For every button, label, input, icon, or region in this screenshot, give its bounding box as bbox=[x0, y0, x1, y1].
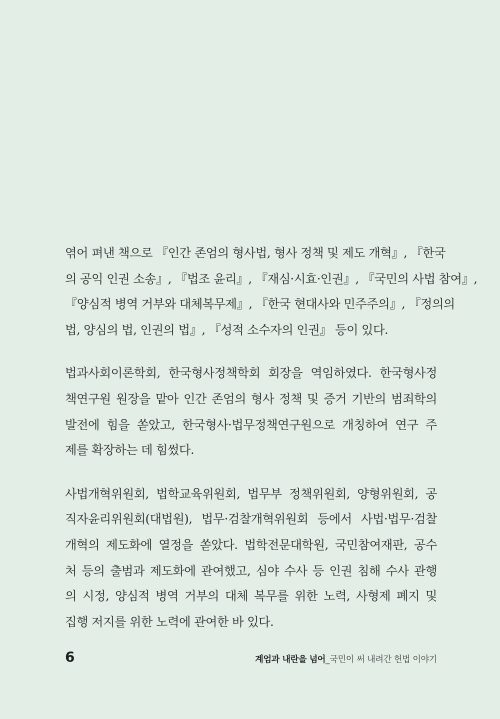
text-line: 집행 저지를 위한 노력에 관여한 바 있다. bbox=[65, 614, 274, 629]
book-title: 계엄과 내란을 넘어 bbox=[255, 655, 326, 665]
body-text bbox=[65, 241, 478, 653]
text-line: 처 등의 출범과 제도화에 관여했고, 심야 수사 등 인권 침해 수사 관행 bbox=[65, 563, 437, 578]
paragraph-committees bbox=[65, 482, 437, 636]
running-title bbox=[255, 653, 437, 665]
text-line: 엮어 펴낸 책으로 『인간 존엄의 형사법, 형사 정책 및 제도 개혁』, 『한국 bbox=[65, 246, 446, 260]
text-line: 『양심적 병역 거부와 대체복무제』, 『한국 현대사와 민주주의』, 『정의의 bbox=[65, 297, 455, 312]
text-line: 제를 확장하는 데 힘썼다. bbox=[65, 443, 195, 458]
text-line: 법, 양심의 법, 인권의 법』, 『성적 소수자의 인권』 등이 있다. bbox=[65, 322, 389, 337]
book-subtitle: _국민이 써 내려간 헌법 이야기 bbox=[325, 655, 437, 665]
text-line: 직자윤리위원회(대법원), 법무·검찰개혁위원회 등에서 사법·법무·검찰 bbox=[65, 512, 437, 527]
text-line: 의 시정, 양심적 병역 거부의 대체 복무를 위한 노력, 사형제 폐지 및 bbox=[65, 589, 437, 604]
paragraph-societies bbox=[65, 361, 437, 463]
page-number: 6 bbox=[65, 650, 75, 666]
text-line: 사법개혁위원회, 법학교육위원회, 법무부 정책위원회, 양형위원회, 공 bbox=[65, 486, 437, 501]
page-footer bbox=[65, 650, 437, 666]
paragraph-publications bbox=[65, 241, 478, 343]
text-line: 발전에 힘을 쏟았고, 한국형사·법무정책연구원으로 개칭하여 연구 주 bbox=[65, 417, 437, 432]
text-line: 법과사회이론학회, 한국형사정책학회 회장을 역임하였다. 한국형사정 bbox=[65, 366, 437, 381]
text-line: 의 공익 인권 소송』, 『법조 윤리』, 『재심·시효·인권』, 『국민의 사법 참여』, bbox=[65, 271, 478, 286]
text-line: 개혁의 제도화에 열정을 쏟았다. 법학전문대학원, 국민참여재판, 공수 bbox=[65, 537, 437, 552]
text-line: 책연구원 원장을 맡아 인간 존엄의 형사 정책 및 증거 기반의 범죄학의 bbox=[65, 391, 437, 406]
